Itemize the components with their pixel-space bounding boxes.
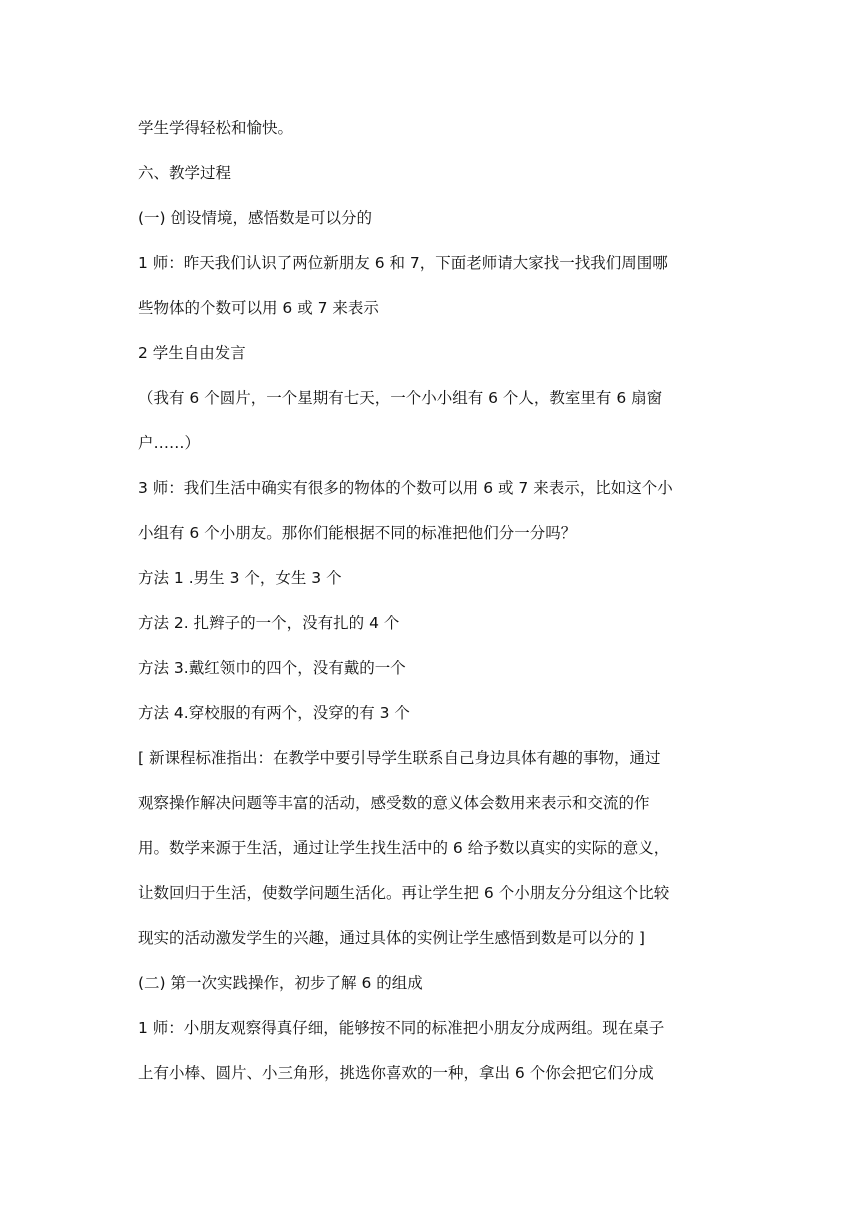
text-line: 小组有 6 个小朋友。那你们能根据不同的标准把他们分一分吗？ bbox=[138, 524, 577, 542]
text-line: 学生学得轻松和愉快。 bbox=[138, 119, 294, 137]
text-line: 3 师：我们生活中确实有很多的物体的个数可以用 6 或 7 来表示，比如这个小 bbox=[138, 479, 673, 497]
subsection-heading: (一) 创设情境，感悟数是可以分的 bbox=[138, 209, 373, 227]
text-line: 1 师：小朋友观察得真仔细，能够按不同的标准把小朋友分成两组。现在桌子 bbox=[138, 1019, 665, 1037]
method-item: 方法 1 .男生 3 个，女生 3 个 bbox=[138, 569, 342, 587]
text-line: 些物体的个数可以用 6 或 7 来表示 bbox=[138, 299, 379, 317]
method-item: 方法 4.穿校服的有两个，没穿的有 3 个 bbox=[138, 704, 410, 722]
subsection-heading: (二) 第一次实践操作，初步了解 6 的组成 bbox=[138, 974, 423, 992]
text-line: 观察操作解决问题等丰富的活动，感受数的意义体会数用来表示和交流的作 bbox=[138, 794, 650, 812]
section-heading: 六、教学过程 bbox=[138, 164, 232, 182]
text-line: [ 新课程标准指出：在教学中要引导学生联系自己身边具体有趣的事物，通过 bbox=[138, 749, 661, 767]
text-line: 现实的活动激发学生的兴趣，通过具体的实例让学生感悟到数是可以分的 ] bbox=[138, 929, 645, 947]
text-line: 让数回归于生活，使数学问题生活化。再让学生把 6 个小朋友分分组这个比较 bbox=[138, 884, 670, 902]
text-line: 户……） bbox=[138, 434, 201, 452]
text-line: 1 师：昨天我们认识了两位新朋友 6 和 7，下面老师请大家找一找我们周围哪 bbox=[138, 254, 668, 272]
text-line: 用。数学来源于生活，通过让学生找生活中的 6 给予数以真实的实际的意义， bbox=[138, 839, 670, 857]
method-item: 方法 3.戴红领巾的四个，没有戴的一个 bbox=[138, 659, 406, 677]
method-item: 方法 2. 扎辫子的一个，没有扎的 4 个 bbox=[138, 614, 400, 632]
text-line: （我有 6 个圆片，一个星期有七天，一个小小组有 6 个人，教室里有 6 扇窗 bbox=[138, 389, 663, 407]
text-line: 上有小棒、圆片、小三角形，挑选你喜欢的一种，拿出 6 个你会把它们分成 bbox=[138, 1064, 654, 1082]
text-line: 2 学生自由发言 bbox=[138, 344, 246, 362]
